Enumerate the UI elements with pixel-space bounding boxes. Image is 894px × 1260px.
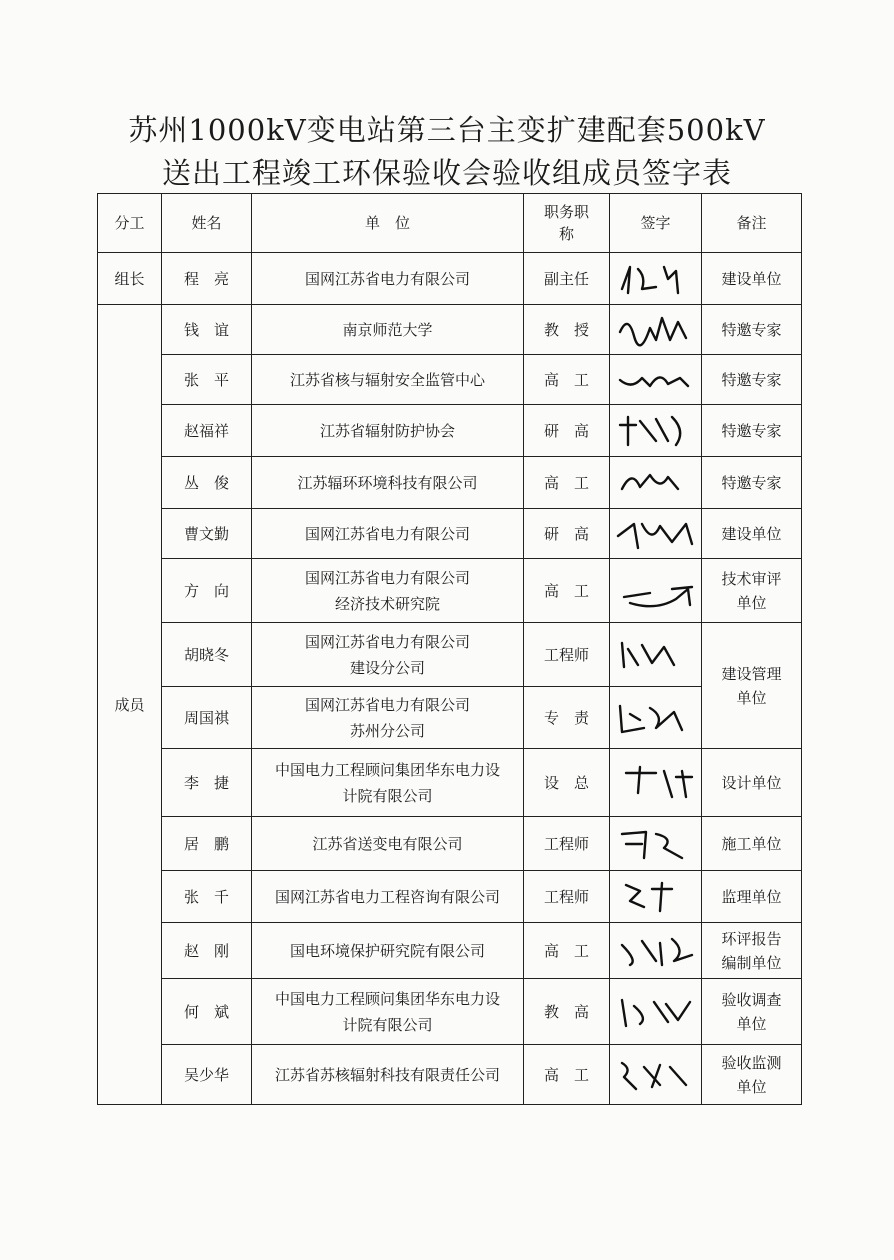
member-remark: 特邀专家 bbox=[702, 457, 802, 509]
header-name: 姓名 bbox=[162, 194, 252, 253]
table-row bbox=[98, 979, 802, 1045]
division-leader: 组长 bbox=[98, 253, 162, 305]
member-name: 居 鹏 bbox=[162, 817, 252, 871]
member-unit: 江苏省核与辐射安全监管中心 bbox=[252, 355, 524, 405]
member-unit: 江苏省送变电有限公司 bbox=[252, 817, 524, 871]
member-title: 工程师 bbox=[524, 817, 610, 871]
signature-table bbox=[97, 193, 802, 1105]
member-remark: 建设单位 bbox=[702, 253, 802, 305]
member-name: 周国祺 bbox=[162, 687, 252, 749]
member-unit: 江苏辐环环境科技有限公司 bbox=[252, 457, 524, 509]
member-remark: 特邀专家 bbox=[702, 405, 802, 457]
member-title: 高 工 bbox=[524, 923, 610, 979]
member-name: 赵 刚 bbox=[162, 923, 252, 979]
member-title: 教 高 bbox=[524, 979, 610, 1045]
member-remark: 验收调查 单位 bbox=[702, 979, 802, 1045]
handwritten-signature bbox=[610, 1045, 702, 1105]
member-name: 曹文勤 bbox=[162, 509, 252, 559]
table-row bbox=[98, 687, 802, 749]
member-name: 吴少华 bbox=[162, 1045, 252, 1105]
member-remark: 建设管理 单位 bbox=[702, 623, 802, 749]
member-name: 胡晓冬 bbox=[162, 623, 252, 687]
member-remark: 建设单位 bbox=[702, 509, 802, 559]
header-signature: 签字 bbox=[610, 194, 702, 253]
handwritten-signature bbox=[610, 923, 702, 979]
member-unit: 国网江苏省电力工程咨询有限公司 bbox=[252, 871, 524, 923]
table-row bbox=[98, 457, 802, 509]
table-row bbox=[98, 355, 802, 405]
member-name: 张 平 bbox=[162, 355, 252, 405]
member-remark: 特邀专家 bbox=[702, 355, 802, 405]
table-row bbox=[98, 749, 802, 817]
member-name: 张 千 bbox=[162, 871, 252, 923]
table-row bbox=[98, 509, 802, 559]
member-title: 副主任 bbox=[524, 253, 610, 305]
table-row bbox=[98, 871, 802, 923]
handwritten-signature bbox=[610, 749, 702, 817]
member-name: 程 亮 bbox=[162, 253, 252, 305]
member-name: 钱 谊 bbox=[162, 305, 252, 355]
member-title: 教 授 bbox=[524, 305, 610, 355]
member-unit: 国网江苏省电力有限公司 建设分公司 bbox=[252, 623, 524, 687]
table-header-row bbox=[98, 194, 802, 253]
member-remark: 施工单位 bbox=[702, 817, 802, 871]
member-title: 高 工 bbox=[524, 1045, 610, 1105]
member-title: 研 高 bbox=[524, 509, 610, 559]
member-remark: 环评报告 编制单位 bbox=[702, 923, 802, 979]
member-unit: 国网江苏省电力有限公司 bbox=[252, 253, 524, 305]
handwritten-signature bbox=[610, 509, 702, 559]
member-unit: 南京师范大学 bbox=[252, 305, 524, 355]
member-name: 何 斌 bbox=[162, 979, 252, 1045]
header-remark: 备注 bbox=[702, 194, 802, 253]
member-name: 丛 俊 bbox=[162, 457, 252, 509]
member-title: 研 高 bbox=[524, 405, 610, 457]
member-remark: 技术审评 单位 bbox=[702, 559, 802, 623]
member-remark: 验收监测 单位 bbox=[702, 1045, 802, 1105]
member-title: 工程师 bbox=[524, 623, 610, 687]
table-row bbox=[98, 623, 802, 687]
member-title: 高 工 bbox=[524, 559, 610, 623]
table-row bbox=[98, 1045, 802, 1105]
handwritten-signature bbox=[610, 817, 702, 871]
handwritten-signature bbox=[610, 687, 702, 749]
member-unit: 中国电力工程顾问集团华东电力设 计院有限公司 bbox=[252, 749, 524, 817]
member-title: 工程师 bbox=[524, 871, 610, 923]
header-division: 分工 bbox=[98, 194, 162, 253]
member-title: 高 工 bbox=[524, 457, 610, 509]
member-unit: 江苏省苏核辐射科技有限责任公司 bbox=[252, 1045, 524, 1105]
member-unit: 国网江苏省电力有限公司 bbox=[252, 509, 524, 559]
member-name: 赵福祥 bbox=[162, 405, 252, 457]
member-name: 方 向 bbox=[162, 559, 252, 623]
handwritten-signature bbox=[610, 305, 702, 355]
handwritten-signature bbox=[610, 559, 702, 623]
table-row bbox=[98, 923, 802, 979]
handwritten-signature bbox=[610, 355, 702, 405]
table-row bbox=[98, 305, 802, 355]
handwritten-signature bbox=[610, 405, 702, 457]
member-unit: 江苏省辐射防护协会 bbox=[252, 405, 524, 457]
table-row bbox=[98, 817, 802, 871]
handwritten-signature bbox=[610, 979, 702, 1045]
handwritten-signature bbox=[610, 457, 702, 509]
member-unit: 中国电力工程顾问集团华东电力设 计院有限公司 bbox=[252, 979, 524, 1045]
member-remark: 监理单位 bbox=[702, 871, 802, 923]
header-title: 职务职称 bbox=[524, 194, 610, 253]
member-remark: 特邀专家 bbox=[702, 305, 802, 355]
handwritten-signature bbox=[610, 623, 702, 687]
member-name: 李 捷 bbox=[162, 749, 252, 817]
member-unit: 国电环境保护研究院有限公司 bbox=[252, 923, 524, 979]
member-unit: 国网江苏省电力有限公司 经济技术研究院 bbox=[252, 559, 524, 623]
document-title-line-1: 苏州1000kV变电站第三台主变扩建配套500kV bbox=[128, 113, 766, 147]
document-title-line-2: 送出工程竣工环保验收会验收组成员签字表 bbox=[161, 156, 732, 190]
division-members: 成员 bbox=[98, 305, 162, 1105]
table-row bbox=[98, 405, 802, 457]
member-title: 高 工 bbox=[524, 355, 610, 405]
handwritten-signature bbox=[610, 871, 702, 923]
member-title: 设 总 bbox=[524, 749, 610, 817]
handwritten-signature bbox=[610, 253, 702, 305]
table-row bbox=[98, 559, 802, 623]
table-row bbox=[98, 253, 802, 305]
member-remark: 设计单位 bbox=[702, 749, 802, 817]
member-unit: 国网江苏省电力有限公司 苏州分公司 bbox=[252, 687, 524, 749]
header-unit: 单 位 bbox=[252, 194, 524, 253]
member-title: 专 责 bbox=[524, 687, 610, 749]
